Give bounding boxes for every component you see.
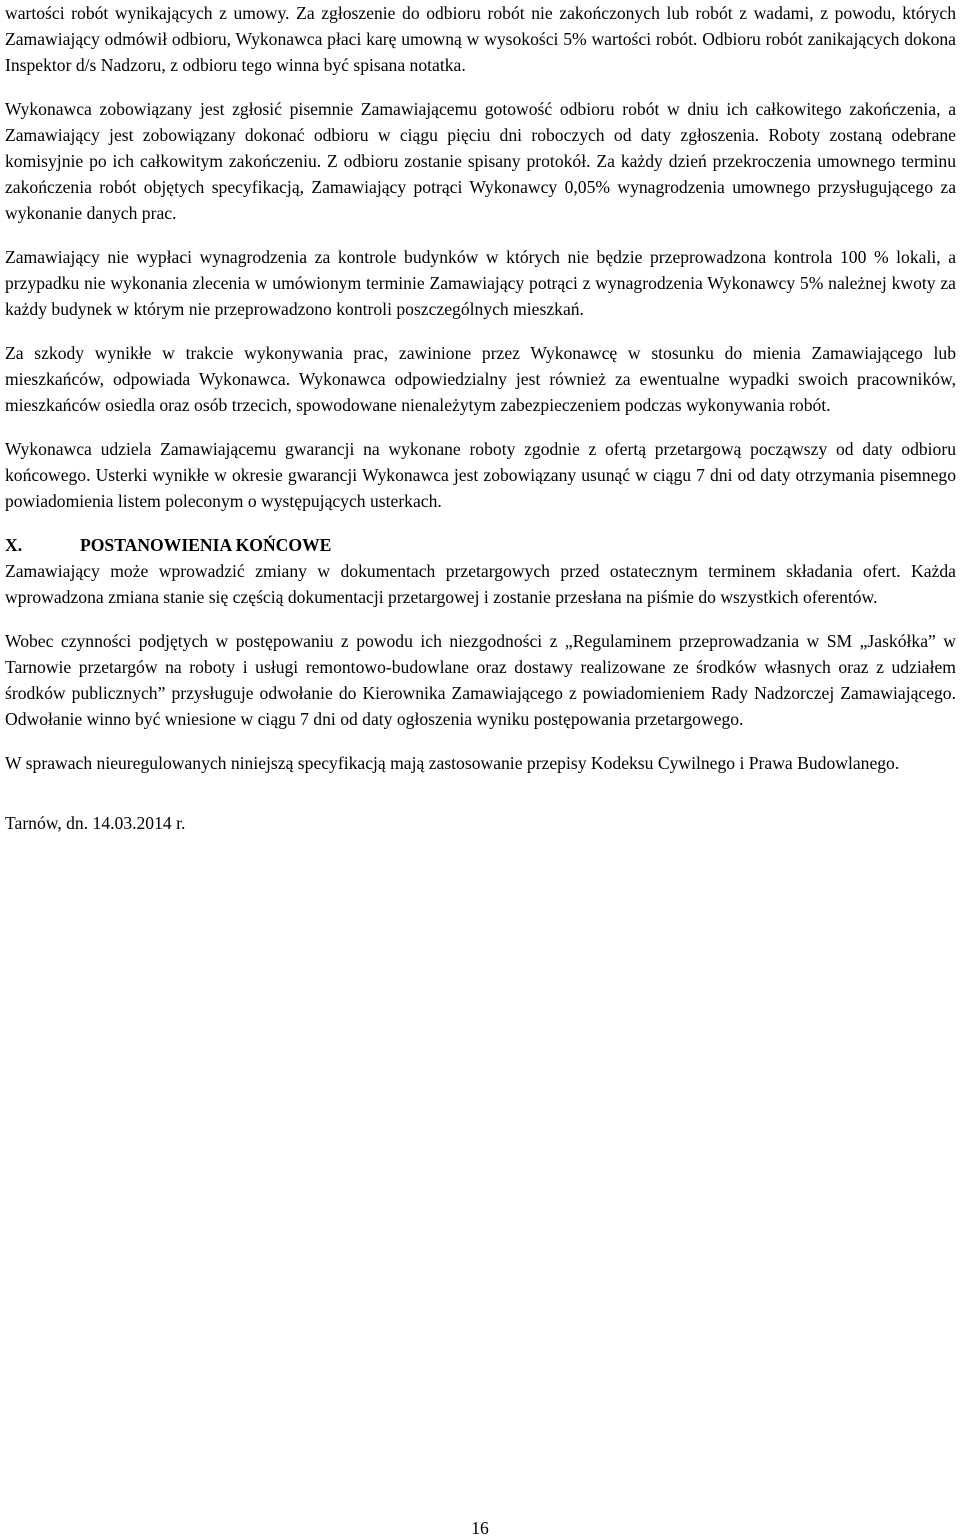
section-title: POSTANOWIENIA KOŃCOWE <box>80 535 332 555</box>
page-number: 16 <box>471 1518 489 1538</box>
paragraph-remuneration-deduction: Zamawiający nie wypłaci wynagrodzenia za kontrole budynków w których nie będzie przeprowadzona kontrola 100 % lokali, a przypadku nie wykonania zlecenia w umówionym terminie Zamawiający potrąci z wynagrodzenia Wykonawcy 5% należnej kwoty za każdy budynek w którym nie przeprowadzono kontroli poszczególnych mieszkań. <box>5 247 956 319</box>
document-body <box>5 0 956 836</box>
paragraph-acceptance-penalties: wartości robót wynikających z umowy. Za zgłoszenie do odbioru robót nie zakończonych lub robót z wadami, z powodu, których Zamawiający odmówił odbioru, Wykonawca płaci karę umowną w wysokości 5% wartości robót. Odbioru robót zanikających dokona Inspektor d/s Nadzoru, z odbioru tego winna być spisana notatka. <box>5 3 956 75</box>
paragraph-acceptance-procedure: Wykonawca zobowiązany jest zgłosić pisemnie Zamawiającemu gotowość odbioru robót w dniu ich całkowitego zakończenia, a Zamawiający jest zobowiązany dokonać odbioru w ciągu pięciu dni roboczych od daty zgłoszenia. Roboty zostaną odebrane komisyjnie po ich całkowitym zakończeniu. Z odbioru zostanie spisany protokół. Za każdy dzień przekroczenia umownego terminu zakończenia robót objętych specyfikacją, Zamawiający potrąci Wykonawcy 0,05% wynagrodzenia umownego przysługującego za wykonanie danych prac. <box>5 99 956 223</box>
paragraph-applicable-law: W sprawach nieuregulowanych niniejszą specyfikacją mają zastosowanie przepisy Kodeksu Cywilnego i Prawa Budowlanego. <box>5 753 900 773</box>
place-and-date: Tarnów, dn. 14.03.2014 r. <box>5 813 186 833</box>
section-heading <box>5 532 956 558</box>
paragraph-damages-liability: Za szkody wynikłe w trakcie wykonywania prac, zawinione przez Wykonawcę w stosunku do mienia Zamawiającego lub mieszkańców, odpowiada Wykonawca. Wykonawca odpowiedzialny jest również za ewentualne wypadki swoich pracowników, mieszkańców osiedla oraz osób trzecich, spowodowane nienależytym zabezpieczeniem podczas wykonywania robót. <box>5 343 956 415</box>
paragraph-appeal: Wobec czynności podjętych w postępowaniu z powodu ich niezgodności z „Regulaminem przeprowadzania w SM „Jaskółka” w Tarnowie przetargów na roboty i usługi remontowo-budowlane oraz dostawy realizowane ze środków własnych oraz z udziałem środków publicznych” przysługuje odwołanie do Kierownika Zamawiającego z powiadomieniem Rady Nadzorczej Zamawiającego. Odwołanie winno być wniesione w ciągu 7 dni od daty ogłoszenia wyniku postępowania przetargowego. <box>5 631 956 729</box>
paragraph-document-changes: Zamawiający może wprowadzić zmiany w dokumentach przetargowych przed ostatecznym terminem składania ofert. Każda wprowadzona zmiana stanie się częścią dokumentacji przetargowej i zostanie przesłana na piśmie do wszystkich oferentów. <box>5 561 956 607</box>
section-number: X. <box>5 535 23 555</box>
paragraph-warranty: Wykonawca udziela Zamawiającemu gwarancji na wykonane roboty zgodnie z ofertą przetargową począwszy od daty odbioru końcowego. Usterki wynikłe w okresie gwarancji Wykonawca jest zobowiązany usunąć w ciągu 7 dni od daty otrzymania pisemnego powiadomienia listem poleconym o występujących usterkach. <box>5 439 956 511</box>
